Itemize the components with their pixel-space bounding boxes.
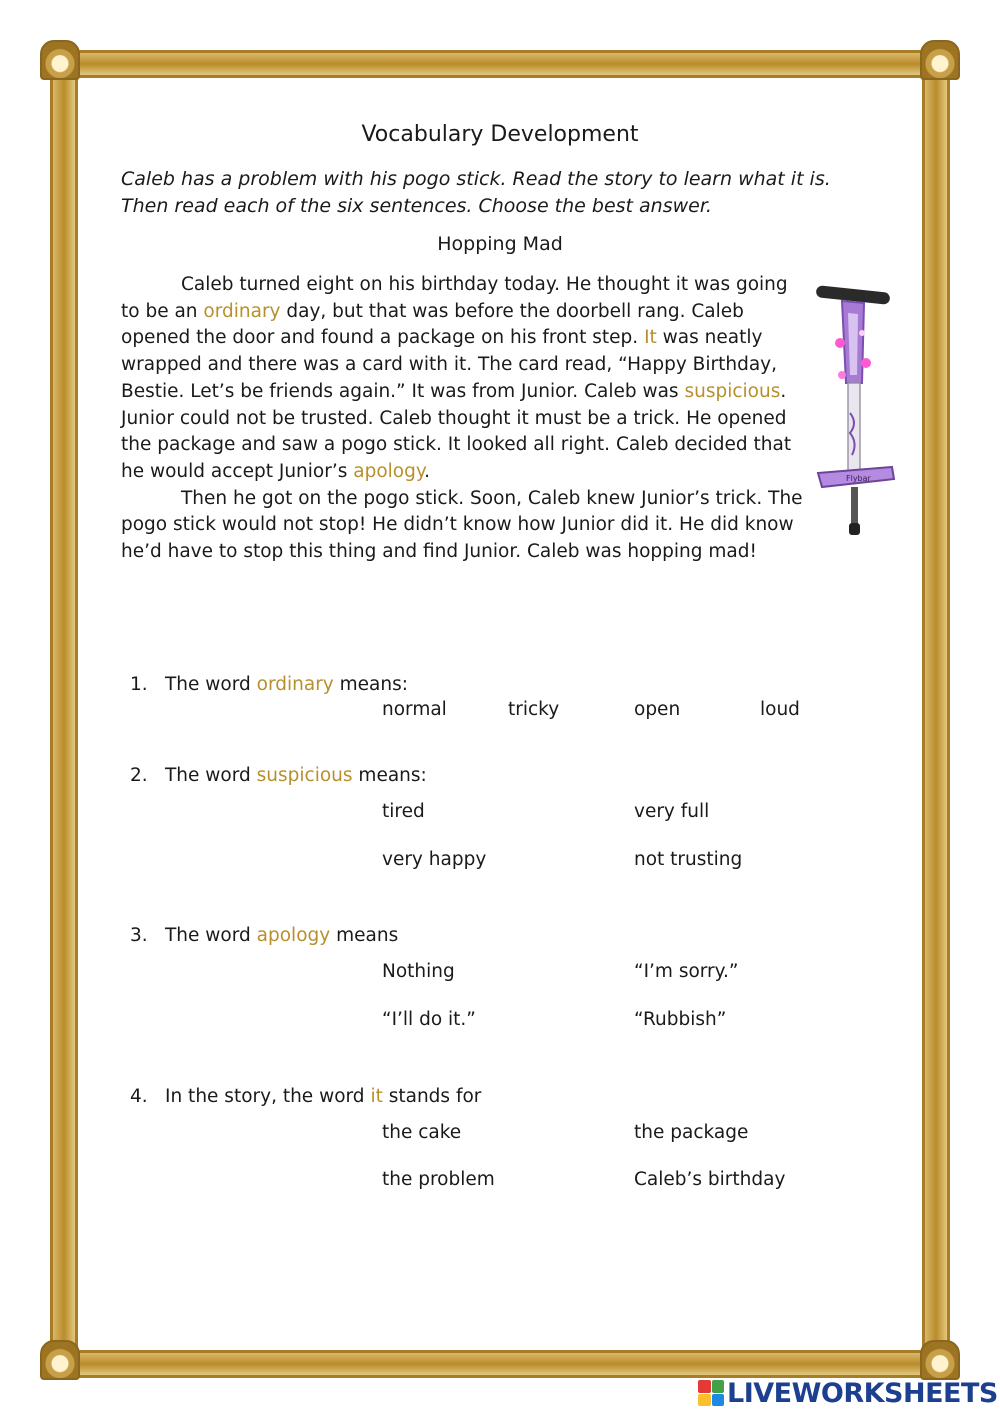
answer-option[interactable]: “Rubbish” xyxy=(634,1009,727,1030)
vocab-word-ordinary: ordinary xyxy=(203,300,281,322)
story-text xyxy=(121,272,811,566)
story-text-segment: . xyxy=(424,460,431,482)
answer-option[interactable]: the package xyxy=(634,1122,749,1143)
story-text-segment: day, but that was before the doorbell rang. Caleb opened the door and found a package on his front step. xyxy=(121,300,744,349)
story-paragraph-2: Then he got on the pogo stick. Soon, Caleb knew Junior’s trick. The pogo stick would not stop! He didn’t know how Junior did it. He did know he’d have to stop this thing and find Junior. Caleb was hopping mad! xyxy=(121,487,803,563)
instructions-line-1: Caleb has a problem with his pogo stick. Read the story to learn what it is. xyxy=(121,168,831,190)
answer-option[interactable]: Nothing xyxy=(382,961,455,982)
frame-corner-ornament xyxy=(40,40,80,80)
frame-bottom-border xyxy=(62,1350,938,1378)
pogo-stick-image xyxy=(812,283,902,543)
story-text-segment: was neatly wrapped and there was a card with it. The card read, “Happy Birthday, Bestie. Let’s be friends again.” It was from Junior. Caleb was xyxy=(121,327,778,402)
question-keyword: ordinary xyxy=(256,674,334,695)
answer-option[interactable]: Caleb’s birthday xyxy=(634,1169,786,1190)
page-title: Vocabulary Development xyxy=(361,122,639,147)
frame-corner-ornament xyxy=(920,1340,960,1380)
answer-option[interactable]: tricky xyxy=(508,699,560,720)
question-prompt xyxy=(165,1086,481,1107)
question-text: means: xyxy=(352,765,427,786)
question-prompt xyxy=(165,765,427,786)
answer-option[interactable]: open xyxy=(634,699,681,720)
question-text: The word xyxy=(165,674,257,695)
pogo-brand-label: Flybar xyxy=(846,474,871,483)
question-text: The word xyxy=(165,925,257,946)
answer-option[interactable]: the cake xyxy=(382,1122,462,1143)
question-number: 1. xyxy=(130,674,148,695)
frame-corner-ornament xyxy=(920,40,960,80)
question-prompt xyxy=(165,674,408,695)
question-number: 4. xyxy=(130,1086,148,1107)
logo-badge-icon xyxy=(698,1380,724,1406)
answer-option[interactable]: loud xyxy=(760,699,800,720)
answer-option[interactable]: normal xyxy=(382,699,447,720)
vocab-word-suspicious: suspicious xyxy=(684,380,781,402)
logo-text: LIVEWORKSHEETS xyxy=(727,1377,998,1409)
question-text: means xyxy=(330,925,399,946)
story-text-segment: . Junior could not be trusted. Caleb thought it must be a trick. He opened the package and saw a pogo stick. It looked all right. Caleb decided that he would accept Junior’s xyxy=(121,380,792,482)
answer-option[interactable]: “I’m sorry.” xyxy=(634,961,739,982)
answer-option[interactable]: “I’ll do it.” xyxy=(382,1009,476,1030)
answer-option[interactable]: very happy xyxy=(382,849,487,870)
question-prompt xyxy=(165,925,398,946)
instructions-line-2: Then read each of the six sentences. Choose the best answer. xyxy=(121,195,712,217)
answer-option[interactable]: not trusting xyxy=(634,849,743,870)
liveworksheets-logo[interactable] xyxy=(698,1377,998,1409)
question-text: stands for xyxy=(382,1086,482,1107)
question-keyword: apology xyxy=(256,925,331,946)
answer-option[interactable]: tired xyxy=(382,801,425,822)
question-keyword: it xyxy=(370,1086,383,1107)
vocab-word-apology: apology xyxy=(353,460,425,482)
frame-right-border xyxy=(922,62,950,1362)
frame-top-border xyxy=(62,50,938,78)
question-text: In the story, the word xyxy=(165,1086,371,1107)
question-keyword: suspicious xyxy=(256,765,353,786)
question-text: The word xyxy=(165,765,257,786)
answer-option[interactable]: very full xyxy=(634,801,710,822)
instructions xyxy=(121,166,881,220)
vocab-word-it: It xyxy=(644,327,657,349)
story-text-segment: Caleb turned eight on his birthday today. He thought it was going to be an xyxy=(121,274,788,322)
frame-left-border xyxy=(50,62,78,1362)
frame-corner-ornament xyxy=(40,1340,80,1380)
question-number: 3. xyxy=(130,925,148,946)
story-paragraph-1 xyxy=(121,272,811,486)
story-title: Hopping Mad xyxy=(437,233,563,255)
question-text: means: xyxy=(333,674,408,695)
answer-option[interactable]: the problem xyxy=(382,1169,495,1190)
question-number: 2. xyxy=(130,765,148,786)
